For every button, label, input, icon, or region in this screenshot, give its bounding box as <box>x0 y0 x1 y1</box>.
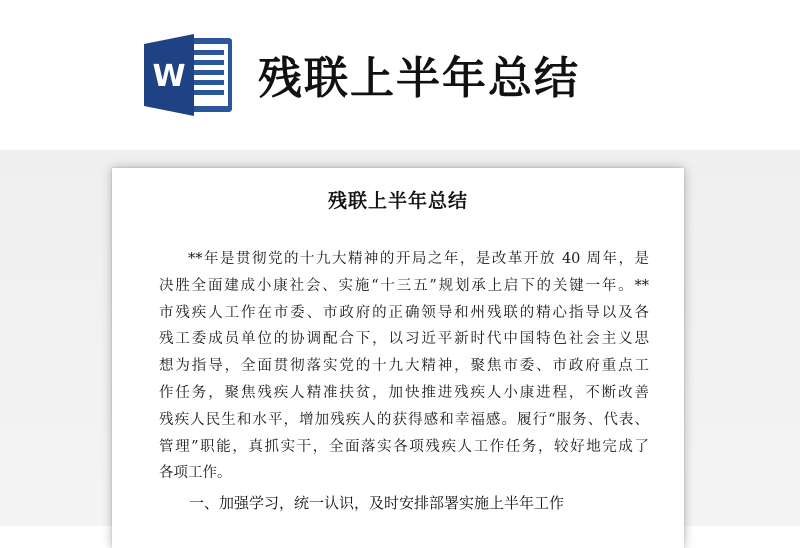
word-icon-letter: W <box>152 59 186 94</box>
section-heading: 一、加强学习，统一认识，及时安排部署实施上半年工作 <box>189 494 565 513</box>
document-page <box>112 168 684 548</box>
paragraph-line: 各项工作。 <box>159 465 232 482</box>
document-body <box>159 246 649 517</box>
paragraph-line: 决胜全面建成小康社会、实施“十三五”规划承上启下的关键一年。** <box>159 277 649 294</box>
paragraph-line: 残工委成员单位的协调配合下，以习近平新时代中国特色社会主义思 <box>159 331 649 348</box>
document-title: 残联上半年总结 <box>327 190 468 212</box>
header-banner <box>0 0 800 150</box>
paragraph-line: **年是贯彻党的十九大精神的开局之年，是改革开放 40 周年，是 <box>188 251 649 267</box>
word-document-icon <box>140 32 234 118</box>
paragraph-line: 残疾人民生和水平，增加残疾人的获得感和幸福感。履行“服务、代表、 <box>159 411 649 428</box>
paragraph-line: 市残疾人工作在市委、市政府的正确领导和州残联的精心指导以及各 <box>159 304 649 321</box>
paragraph-line: 作任务，聚焦残疾人精准扶贫，加快推进残疾人小康进程，不断改善 <box>159 384 649 401</box>
paragraph-line: 想为指导，全面贯彻落实党的十九大精神，聚焦市委、市政府重点工 <box>159 358 649 375</box>
page-title: 残联上半年总结 <box>258 53 580 104</box>
paragraph-line: 管理”职能，真抓实干，全面落实各项残疾人工作任务，较好地完成了 <box>159 438 649 455</box>
